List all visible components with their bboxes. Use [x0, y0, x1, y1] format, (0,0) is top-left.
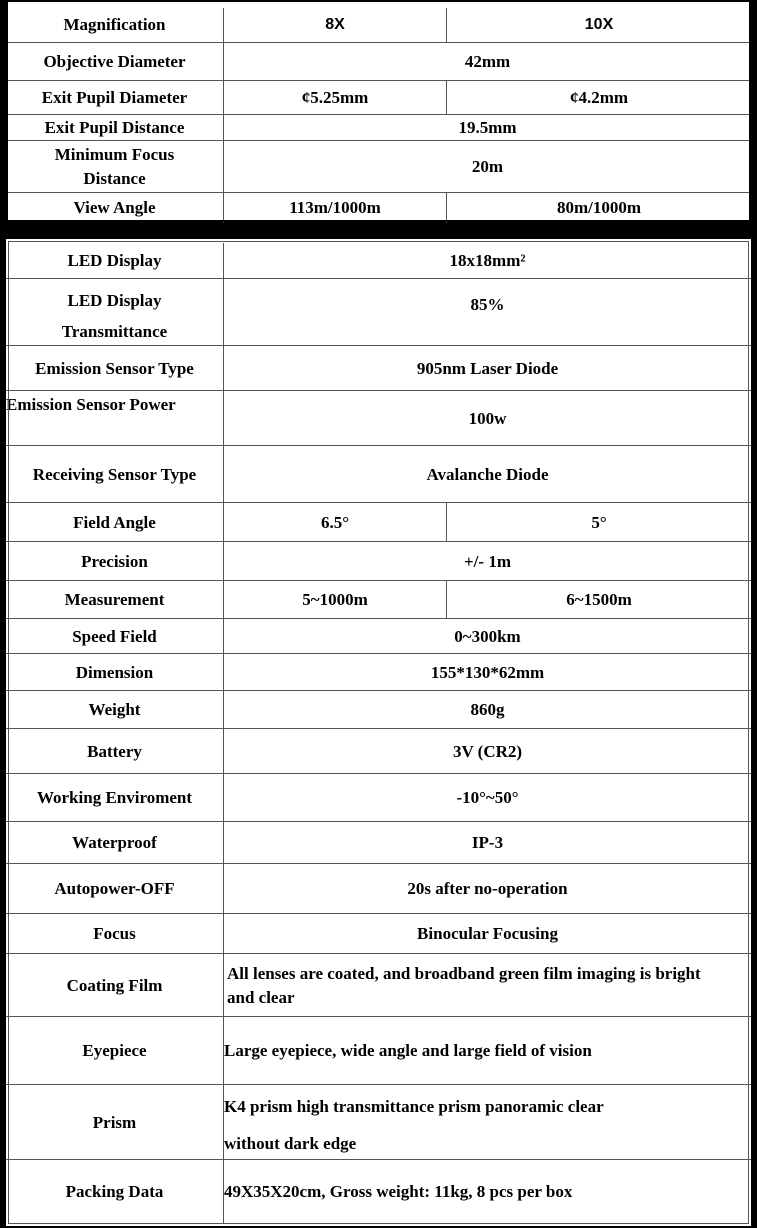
row-label: Dimension: [6, 654, 224, 691]
row-label: Receiving Sensor Type: [6, 446, 224, 503]
row-label: Focus: [6, 914, 224, 954]
row-label: Working Enviroment: [6, 774, 224, 822]
row-value: 85%: [470, 295, 505, 314]
table-row: [6, 618, 751, 654]
table-row: [6, 690, 751, 729]
table-row: [6, 863, 751, 914]
row-value: 20s after no-operation: [407, 879, 568, 898]
table-row: [6, 1084, 751, 1160]
row-value: 20m: [471, 157, 504, 176]
row-value: IP-3: [471, 833, 504, 852]
table-row: [6, 42, 751, 81]
table-row: [6, 140, 751, 193]
column-header-10x: 10X: [584, 16, 614, 33]
table-row: [6, 80, 751, 115]
row-value: 905nm Laser Diode: [416, 358, 559, 378]
table-row: [6, 773, 751, 822]
row-value: 100w: [468, 408, 507, 428]
row-label: Precision: [6, 542, 224, 581]
table-row: [6, 821, 751, 864]
column-header-8x: 8X: [224, 8, 447, 42]
row-value: All lenses are coated, and broadband green film imaging is bright and clear: [227, 963, 701, 1007]
row-label: Exit Pupil Distance: [6, 115, 224, 141]
row-label: Exit Pupil Diameter: [6, 81, 224, 115]
table-row: [6, 8, 751, 42]
row-label: Weight: [6, 691, 224, 729]
table-row: [6, 192, 751, 223]
row-value: Binocular Focusing: [417, 924, 558, 943]
table-row: [6, 445, 751, 503]
row-value: +/- 1m: [464, 551, 511, 571]
row-value: 18x18mm²: [449, 250, 526, 270]
row-label: Magnification: [6, 8, 224, 42]
row-value: 3V (CR2): [452, 741, 523, 761]
row-label: Emission Sensor Power: [6, 391, 224, 446]
row-label: Autopower-OFF: [6, 864, 224, 914]
row-value-10x: 6~1500m: [566, 590, 632, 609]
table-row: [6, 243, 751, 278]
row-value: 49X35X20cm, Gross weight: 11kg, 8 pcs per box: [224, 1181, 573, 1201]
row-value: Avalanche Diode: [426, 464, 549, 484]
table-row: [6, 390, 751, 446]
table-row: [6, 114, 751, 141]
row-value: Large eyepiece, wide angle and large field of vision: [224, 1041, 592, 1060]
row-label: View Angle: [6, 193, 224, 223]
row-value-10x: 5°: [591, 512, 607, 532]
row-label: Emission Sensor Type: [6, 346, 224, 391]
row-label: Minimum Focus Distance: [6, 141, 224, 193]
row-value-8x: 5~1000m: [224, 581, 447, 619]
table-row: [6, 1159, 751, 1223]
rangefinder-spec-table: [6, 239, 751, 1226]
row-label: Eyepiece: [6, 1017, 224, 1085]
row-value-10x: ¢4.2mm: [569, 88, 629, 107]
row-value: 860g: [470, 700, 505, 719]
row-label-line: Transmittance: [61, 322, 168, 341]
row-label: Packing Data: [6, 1160, 224, 1223]
row-value: [224, 1085, 751, 1160]
row-value-8x: 6.5°: [224, 503, 447, 542]
row-label: Speed Field: [6, 619, 224, 654]
row-value: 155*130*62mm: [430, 662, 545, 682]
row-value: 0~300km: [454, 626, 521, 646]
table-row: [6, 541, 751, 581]
row-value: 19.5mm: [458, 118, 517, 137]
row-label: Prism: [6, 1085, 224, 1160]
row-value-8x: 113m/1000m: [224, 193, 447, 223]
table-row: [6, 345, 751, 391]
table-row: [6, 953, 751, 1017]
table-row: [6, 580, 751, 619]
table-row: [6, 653, 751, 691]
row-label: Measurement: [6, 581, 224, 619]
row-label: Objective Diameter: [6, 43, 224, 81]
row-label: Battery: [6, 729, 224, 774]
table-row: [6, 1016, 751, 1085]
row-label: Waterproof: [6, 822, 224, 864]
row-value-10x: 80m/1000m: [556, 198, 642, 217]
table-row: [6, 502, 751, 542]
row-label: LED Display: [6, 243, 224, 278]
row-value: 42mm: [464, 52, 511, 71]
row-value: -10°~50°: [456, 788, 519, 807]
table-row: [6, 278, 751, 346]
row-label-line: LED Display: [67, 291, 162, 310]
optics-spec-table: [6, 0, 751, 222]
row-value-line: without dark edge: [224, 1134, 357, 1153]
row-label: Coating Film: [6, 954, 224, 1017]
table-row: [6, 728, 751, 774]
row-label: [6, 279, 224, 346]
row-value-line: K4 prism high transmittance prism panoramic clear: [224, 1097, 604, 1116]
row-label: Field Angle: [6, 503, 224, 542]
table-row: [6, 913, 751, 954]
row-value-8x: ¢5.25mm: [224, 81, 447, 115]
